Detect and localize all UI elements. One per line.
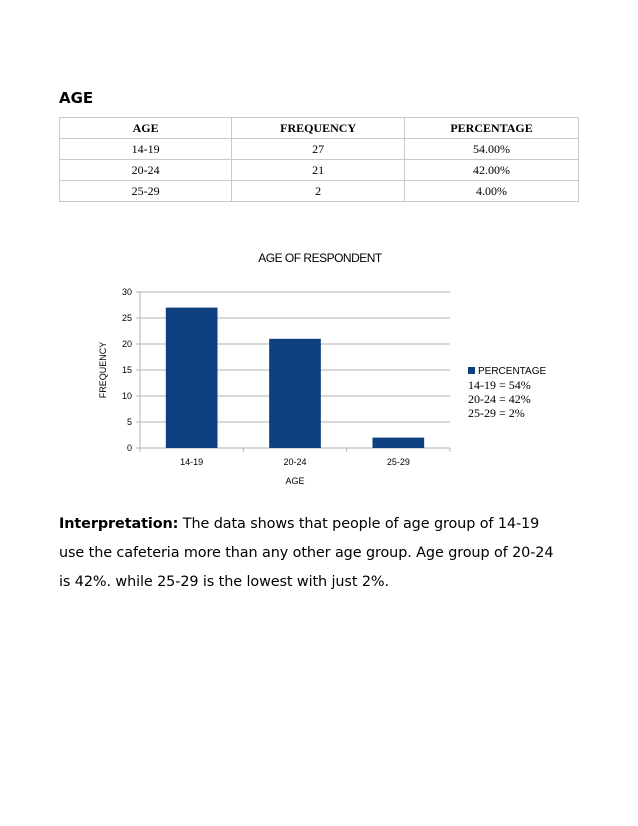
interpretation-label: Interpretation: (59, 516, 179, 532)
y-axis-label: FREQUENCY (98, 341, 108, 399)
bar (166, 308, 218, 448)
interpretation-text: The data shows that people of age group of 14-19 (178, 516, 540, 532)
legend-label: PERCENTAGE (478, 366, 547, 377)
interpretation-line: is 42%. while 25-29 is the lowest with just 2%. (59, 574, 389, 590)
cell-age: 20-24 (60, 160, 232, 181)
bar-chart (90, 240, 560, 500)
y-tick-label: 30 (121, 287, 132, 297)
table-row (60, 139, 579, 160)
legend-swatch (468, 367, 475, 374)
y-tick-label: 25 (121, 313, 132, 323)
interpretation-line: use the cafeteria more than any other age group. Age group of 20-24 (59, 545, 554, 561)
legend-note: 14-19 = 54% (468, 378, 531, 392)
y-tick-label: 15 (121, 365, 132, 375)
interpretation-line (59, 510, 579, 539)
cell-percentage: 4.00% (405, 181, 579, 202)
cell-frequency: 27 (232, 139, 405, 160)
header-percentage: PERCENTAGE (405, 118, 579, 139)
header-frequency: FREQUENCY (232, 118, 405, 139)
legend-notes (468, 378, 531, 420)
x-tick-label: 25-29 (386, 457, 410, 467)
cell-percentage: 54.00% (405, 139, 579, 160)
y-tick-label: 10 (121, 391, 132, 401)
table-header-row (60, 118, 579, 139)
bar (269, 339, 321, 448)
age-table (59, 117, 579, 202)
table-row (60, 160, 579, 181)
cell-percentage: 42.00% (405, 160, 579, 181)
x-tick-label: 20-24 (283, 457, 307, 467)
y-tick-label: 20 (121, 339, 132, 349)
cell-frequency: 2 (232, 181, 405, 202)
section-title: AGE (59, 89, 94, 107)
header-age: AGE (60, 118, 232, 139)
chart-title: AGE OF RESPONDENT (258, 251, 382, 265)
table-row (60, 181, 579, 202)
y-tick-label: 5 (126, 417, 132, 427)
chart-canvas (90, 240, 560, 500)
legend-note: 25-29 = 2% (468, 406, 525, 420)
cell-frequency: 21 (232, 160, 405, 181)
cell-age: 25-29 (60, 181, 232, 202)
y-tick-label: 0 (126, 443, 132, 453)
legend-note: 20-24 = 42% (468, 392, 531, 406)
x-axis-label: AGE (285, 476, 305, 486)
cell-age: 14-19 (60, 139, 232, 160)
bar (373, 438, 425, 448)
x-tick-label: 14-19 (180, 457, 204, 467)
interpretation-paragraph (59, 510, 579, 597)
